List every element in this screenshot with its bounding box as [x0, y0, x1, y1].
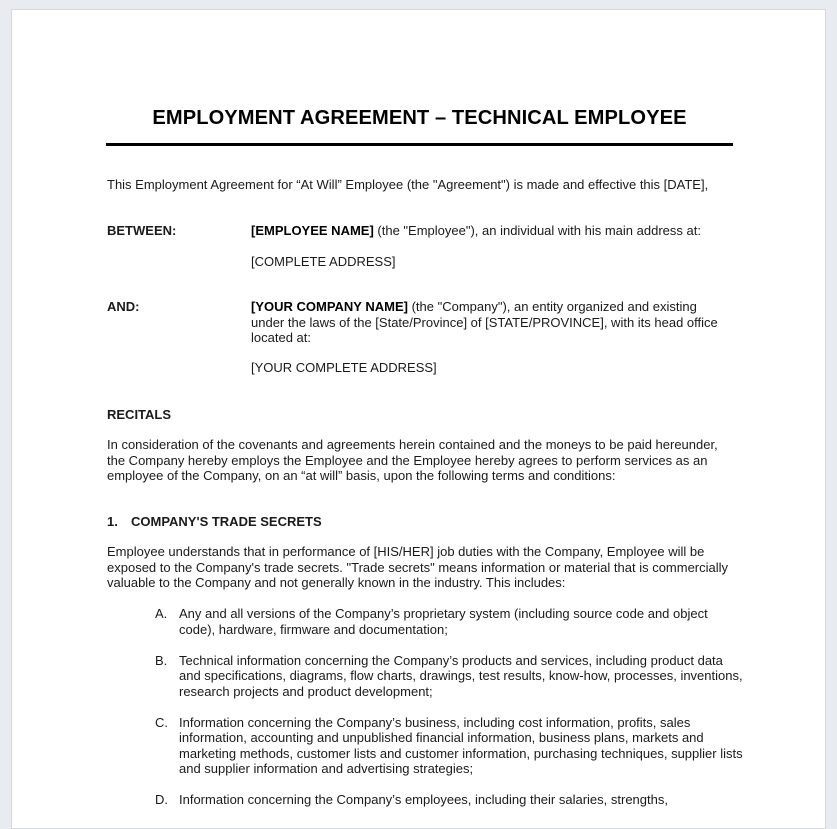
document-title: EMPLOYMENT AGREEMENT – TECHNICAL EMPLOYEE	[152, 106, 687, 129]
company-name-placeholder: [YOUR COMPANY NAME]	[251, 299, 408, 314]
company-party-text	[251, 299, 731, 346]
list-item-letter: B.	[155, 652, 168, 668]
list-item-letter: C.	[155, 714, 168, 730]
section-number: 1.	[107, 514, 118, 529]
list-item-text: Information concerning the Company’s business, including cost information, profits, sales information, accounting and unpublished financial information, business plans, markets and marketing methods, customer lists and customer information, purchasing techniques, supplier lists and supplier information and advertising strategies;	[179, 714, 743, 776]
trade-secrets-list	[155, 606, 745, 823]
list-item	[155, 792, 745, 808]
employee-party-description: (the "Employee"), an individual with his main address at:	[373, 223, 701, 238]
list-item-text: Any and all versions of the Company’s proprietary system (including source code and object code), hardware, firmware and documentation;	[179, 606, 708, 637]
intro-paragraph: This Employment Agreement for “At Will” Employee (the "Agreement") is made and effective this [DATE],	[107, 177, 709, 192]
section-1-heading	[107, 514, 322, 529]
document-page	[11, 9, 826, 829]
list-item-letter: D.	[155, 792, 168, 807]
section-title: COMPANY'S TRADE SECRETS	[131, 514, 322, 529]
employee-party-text	[251, 223, 731, 239]
list-item	[155, 715, 745, 777]
recitals-paragraph: In consideration of the covenants and agreements herein contained and the moneys to be paid hereunder, the Company hereby employs the Employee and the Employee hereby agrees to perform services as an employee of the Company, on an “at will” basis, upon the following terms and conditions:	[107, 437, 718, 483]
company-party-description: (the "Company"), an entity organized and existing under the laws of the [State/Province] of [STATE/PROVINCE], with its head office located at:	[251, 299, 718, 345]
list-item-text: Information concerning the Company’s employees, including their salaries, strengths,	[179, 792, 668, 807]
recitals-heading: RECITALS	[107, 407, 172, 422]
and-label: AND:	[107, 299, 140, 314]
employee-name-placeholder: [EMPLOYEE NAME]	[251, 223, 374, 238]
between-label: BETWEEN:	[107, 223, 177, 238]
list-item	[155, 606, 745, 637]
company-address: [YOUR COMPLETE ADDRESS]	[251, 360, 437, 375]
title-rule	[106, 143, 733, 146]
employee-address: [COMPLETE ADDRESS]	[251, 254, 396, 269]
list-item-text: Technical information concerning the Company’s products and services, including product data and specifications, diagrams, flow charts, drawings, test results, know-how, processes, inventions, research projects and product development;	[179, 652, 743, 699]
list-item-letter: A.	[155, 606, 168, 621]
section-1-paragraph: Employee understands that in performance of [HIS/HER] job duties with the Company, Employee will be exposed to the Company's trade secrets. "Trade secrets" means information or material that is commercially valuable to the Company and not generally known in the industry. This includes:	[107, 544, 729, 590]
list-item	[155, 653, 745, 700]
